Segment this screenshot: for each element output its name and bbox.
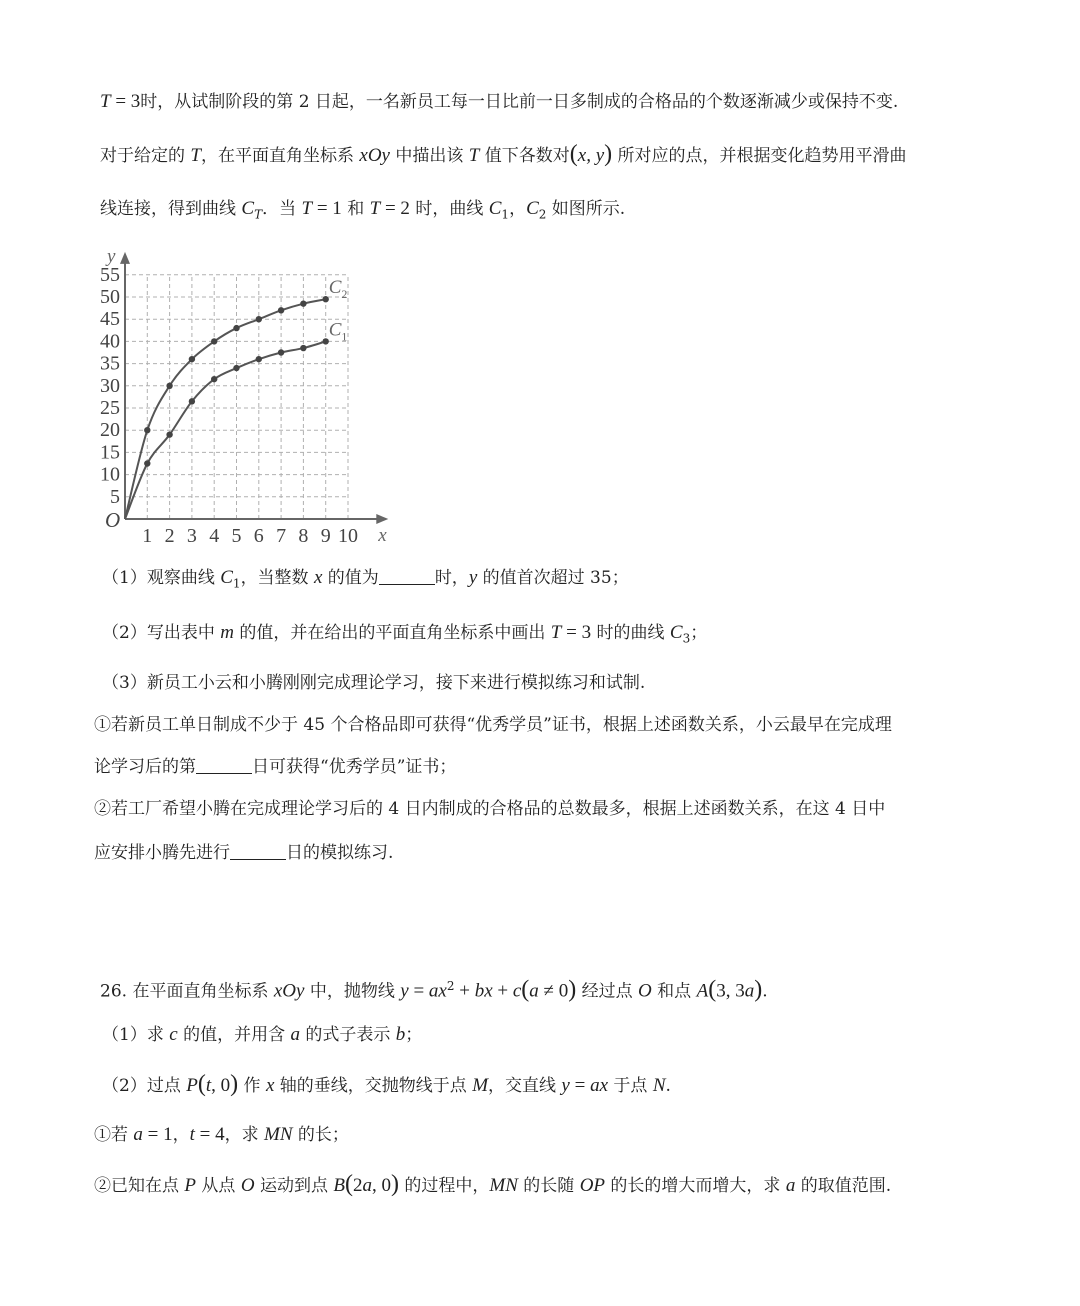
x-tick-label: 8 (298, 525, 309, 543)
text: 日可获得“优秀学员”证书； (252, 757, 457, 777)
paren-open: ( (708, 976, 717, 1003)
curve-label-C1: $C_1$ (328, 319, 348, 344)
var-M: M (472, 1075, 489, 1096)
y-tick-label: 25 (100, 397, 120, 419)
paren-close: ) (604, 141, 613, 167)
question-3-part-1 (94, 712, 892, 738)
sub-2: 2 (538, 207, 547, 222)
text: 的长的增大而增大，求 (605, 1176, 786, 1196)
text: 时，曲线 (409, 199, 489, 219)
text: 所对应的点，并根据变化趋势用平滑曲 (612, 146, 907, 166)
text: ②已知在点 (94, 1176, 185, 1196)
text: ．当 (262, 199, 302, 219)
text: 的值，并用含 (177, 1025, 291, 1045)
var-T: T (100, 91, 111, 112)
x-tick-label: 4 (209, 525, 220, 543)
var-C: C (526, 198, 539, 219)
var-MN: MN (264, 1124, 293, 1145)
data-point-C2 (278, 307, 284, 313)
text: 从点 (196, 1176, 241, 1196)
text: 的长随 (517, 1176, 580, 1196)
text: 经过点 (576, 981, 639, 1002)
text: 值下各数对 (479, 146, 570, 166)
var-y: y (400, 980, 409, 1002)
x-axis-arrow (376, 514, 388, 524)
text: 的取值范围. (795, 1176, 892, 1196)
question-3-part-2-cont (94, 840, 393, 866)
data-point-C1 (211, 376, 217, 382)
paren-close: ) (390, 1171, 399, 1197)
var-xOy: xOy (273, 980, 305, 1002)
text: （1）观察曲线 (102, 568, 221, 588)
paren-close: ) (568, 976, 577, 1003)
paren-open: ( (197, 1071, 206, 1097)
chart-grid (125, 275, 348, 519)
var-c: c (169, 1024, 178, 1045)
data-point-C1 (300, 345, 306, 351)
text: 26. 在平面直角坐标系 (100, 981, 274, 1002)
text: 日的模拟练习. (286, 843, 394, 863)
data-point-C2 (189, 356, 195, 362)
x-tick-label: 1 (142, 525, 153, 543)
data-point-C2 (300, 300, 306, 306)
answer-blank[interactable] (379, 567, 435, 585)
math-eq: = (408, 980, 429, 1002)
math-eq: = 4 (194, 1124, 225, 1145)
var-C: C (488, 198, 502, 219)
text-line-2 (100, 141, 907, 169)
math-plus: + (492, 980, 513, 1002)
text: 的值为 (322, 568, 379, 588)
text: 作 (238, 1076, 266, 1096)
curve-label-C2: $C_2$ (328, 277, 348, 302)
text: ①若新员工单日制成不少于 45 个合格品即可获得“优秀学员”证书，根据上述函数关系，小云最早在完成理 (94, 715, 892, 735)
problem-26 (100, 973, 768, 1005)
problem-26-part-2 (94, 1171, 891, 1199)
data-point-C1 (189, 398, 195, 404)
data-point-C1 (256, 356, 262, 362)
var-a: a (133, 1124, 143, 1145)
var-t: t (205, 1075, 212, 1096)
var-b: b (395, 1024, 406, 1045)
text: 对于给定的 (100, 146, 191, 166)
text: 时，从试制阶段的第 2 日起，一名新员工每一日比前一日多制成的合格品的个数逐渐减少或保持不变. (140, 92, 899, 112)
problem-26-q1 (102, 1022, 422, 1048)
text: . (762, 981, 768, 1002)
text-line-3 (100, 196, 625, 227)
text: 中描出该 (389, 146, 469, 166)
text: 的式子表示 (299, 1025, 396, 1045)
text: 于点 (608, 1076, 653, 1096)
paren-open: ( (569, 141, 578, 167)
var-xy: x, y (577, 145, 605, 166)
question-3-part-1-cont (94, 754, 456, 780)
var-MN: MN (489, 1175, 518, 1196)
question-2 (102, 620, 707, 651)
data-point-C2 (233, 325, 239, 331)
y-tick-label: 10 (100, 463, 120, 486)
math-eq: = (569, 1075, 591, 1096)
data-point-C1 (166, 431, 172, 437)
math-nums: 3, 3 (716, 980, 745, 1002)
text: 时， (434, 568, 469, 588)
var-a: a (785, 1175, 796, 1196)
sub-1: 1 (232, 576, 241, 591)
var-T: T (301, 198, 313, 219)
math-eq: = 3 (110, 91, 141, 112)
problem-26-part-1 (94, 1122, 349, 1148)
var-P: P (186, 1075, 198, 1096)
data-point-C1 (233, 365, 239, 371)
var-c: c (512, 980, 522, 1002)
text: （3）新员工小云和小腾刚刚完成理论学习，接下来进行模拟练习和试制. (102, 673, 646, 693)
x-tick-label: 10 (338, 525, 358, 543)
sub-T: T (254, 207, 263, 222)
text: 的值，并在给出的平面直角坐标系中画出 (233, 623, 551, 643)
y-axis-arrow (120, 252, 130, 264)
var-a: a (529, 980, 539, 1002)
var-C: C (669, 622, 683, 643)
text-line-1 (100, 89, 898, 115)
problem-26-q2 (102, 1071, 671, 1099)
x-tick-label: 6 (253, 525, 264, 543)
x-axis-label: x (378, 525, 387, 543)
text: ，当整数 (240, 568, 314, 588)
var-C: C (220, 567, 233, 588)
text: 和 (341, 199, 370, 219)
text: . (665, 1076, 671, 1096)
var-xOy: xOy (359, 145, 390, 166)
var-t: t (189, 1124, 195, 1145)
text: ①若 (94, 1125, 134, 1145)
paren-open: ( (344, 1171, 353, 1197)
data-point-C1 (144, 460, 150, 466)
math-nums: , 0 (371, 1175, 391, 1196)
var-a: a (744, 980, 755, 1002)
question-3 (102, 670, 645, 696)
data-point-C1 (278, 349, 284, 355)
answer-blank[interactable] (230, 842, 286, 860)
text: ，求 (224, 1125, 265, 1145)
math-eq: = 1 (142, 1124, 173, 1145)
curve-label-sub: 2 (341, 287, 348, 302)
text: ； (405, 1025, 423, 1045)
text: （2）写出表中 (102, 623, 221, 643)
var-B: B (333, 1175, 345, 1196)
var-N: N (652, 1075, 666, 1096)
text: ， (509, 199, 527, 219)
math-plus: + (454, 980, 475, 1002)
math-eq: = 3 (561, 622, 592, 643)
var-OP: OP (579, 1175, 606, 1196)
text: 中，抛物线 (304, 981, 401, 1002)
var-y: y (468, 567, 478, 588)
y-tick-label: 15 (100, 441, 120, 464)
text: 如图所示. (546, 199, 626, 219)
var-x: x (265, 1075, 275, 1096)
math-neq: ≠ 0 (538, 980, 569, 1002)
paren-close: ) (754, 976, 763, 1003)
y-tick-label: 5 (110, 485, 120, 508)
var-O: O (638, 980, 652, 1002)
paren-close: ) (230, 1071, 239, 1097)
text: 的过程中， (398, 1176, 490, 1196)
var-T: T (369, 198, 381, 219)
sup-2: 2 (446, 979, 455, 993)
var-bx: bx (474, 980, 493, 1002)
text: 轴的垂线，交抛物线于点 (274, 1076, 473, 1096)
data-point-C2 (166, 383, 172, 389)
text: 运动到点 (254, 1176, 334, 1196)
sub-1: 1 (501, 207, 510, 222)
text: ，交直线 (488, 1076, 562, 1096)
x-tick-label: 5 (231, 525, 242, 543)
var-T: T (190, 145, 201, 166)
y-tick-label: 50 (100, 286, 120, 308)
y-tick-label: 30 (100, 374, 120, 397)
text: （1）求 (102, 1025, 170, 1045)
var-P: P (184, 1175, 197, 1196)
var-A: A (696, 980, 709, 1002)
text: 的长； (292, 1125, 349, 1145)
text: 论学习后的第 (94, 757, 196, 777)
question-1 (102, 565, 629, 596)
y-tick-label: 35 (100, 352, 120, 375)
text: 和点 (651, 981, 697, 1002)
text: ②若工厂希望小腾在完成理论学习后的 4 日内制成的合格品的总数最多，根据上述函数关系，在这 4 日中 (94, 799, 886, 819)
text: 线连接，得到曲线 (100, 199, 242, 219)
line-chart (96, 237, 396, 543)
var-ax: ax (590, 1075, 609, 1096)
var-a: a (362, 1175, 372, 1196)
var-C: C (241, 198, 255, 219)
text: 应安排小腾先进行 (94, 843, 230, 863)
var-x: x (313, 567, 323, 588)
var-T: T (550, 622, 562, 643)
x-tick-label: 9 (320, 525, 331, 543)
text: 时的曲线 (591, 623, 670, 643)
curve-C2 (125, 299, 326, 519)
x-tick-label: 2 (164, 525, 175, 543)
text: ， (172, 1125, 190, 1145)
y-tick-label: 55 (100, 263, 120, 286)
var-a: a (290, 1024, 300, 1045)
sub-3: 3 (682, 631, 691, 646)
text: （2）过点 (102, 1076, 187, 1096)
data-point-C2 (211, 338, 217, 344)
var-T: T (468, 145, 480, 166)
text: ，在平面直角坐标系 (200, 146, 360, 166)
math-num: 2 (352, 1175, 363, 1196)
paren-open: ( (521, 976, 530, 1003)
y-tick-label: 40 (100, 330, 120, 353)
var-ax: ax (428, 980, 447, 1002)
y-tick-label: 20 (100, 419, 120, 442)
data-point-C2 (144, 427, 150, 433)
math-nums: , 0 (211, 1075, 231, 1096)
text: ； (690, 623, 708, 643)
var-m: m (220, 622, 234, 643)
origin-label: O (105, 508, 121, 532)
math-eq: = 2 (380, 198, 410, 219)
x-tick-label: 3 (186, 525, 197, 543)
y-tick-label: 45 (100, 308, 120, 331)
curve-label-sub: 1 (341, 329, 348, 344)
answer-blank[interactable] (196, 756, 252, 774)
text: 的值首次超过 35； (477, 568, 629, 588)
y-axis-label: y (107, 245, 116, 267)
data-point-C2 (256, 316, 262, 322)
x-tick-label: 7 (276, 525, 287, 543)
question-3-part-2 (94, 796, 885, 822)
math-eq: = 1 (312, 198, 342, 219)
var-y: y (561, 1075, 570, 1096)
var-O: O (240, 1175, 255, 1196)
